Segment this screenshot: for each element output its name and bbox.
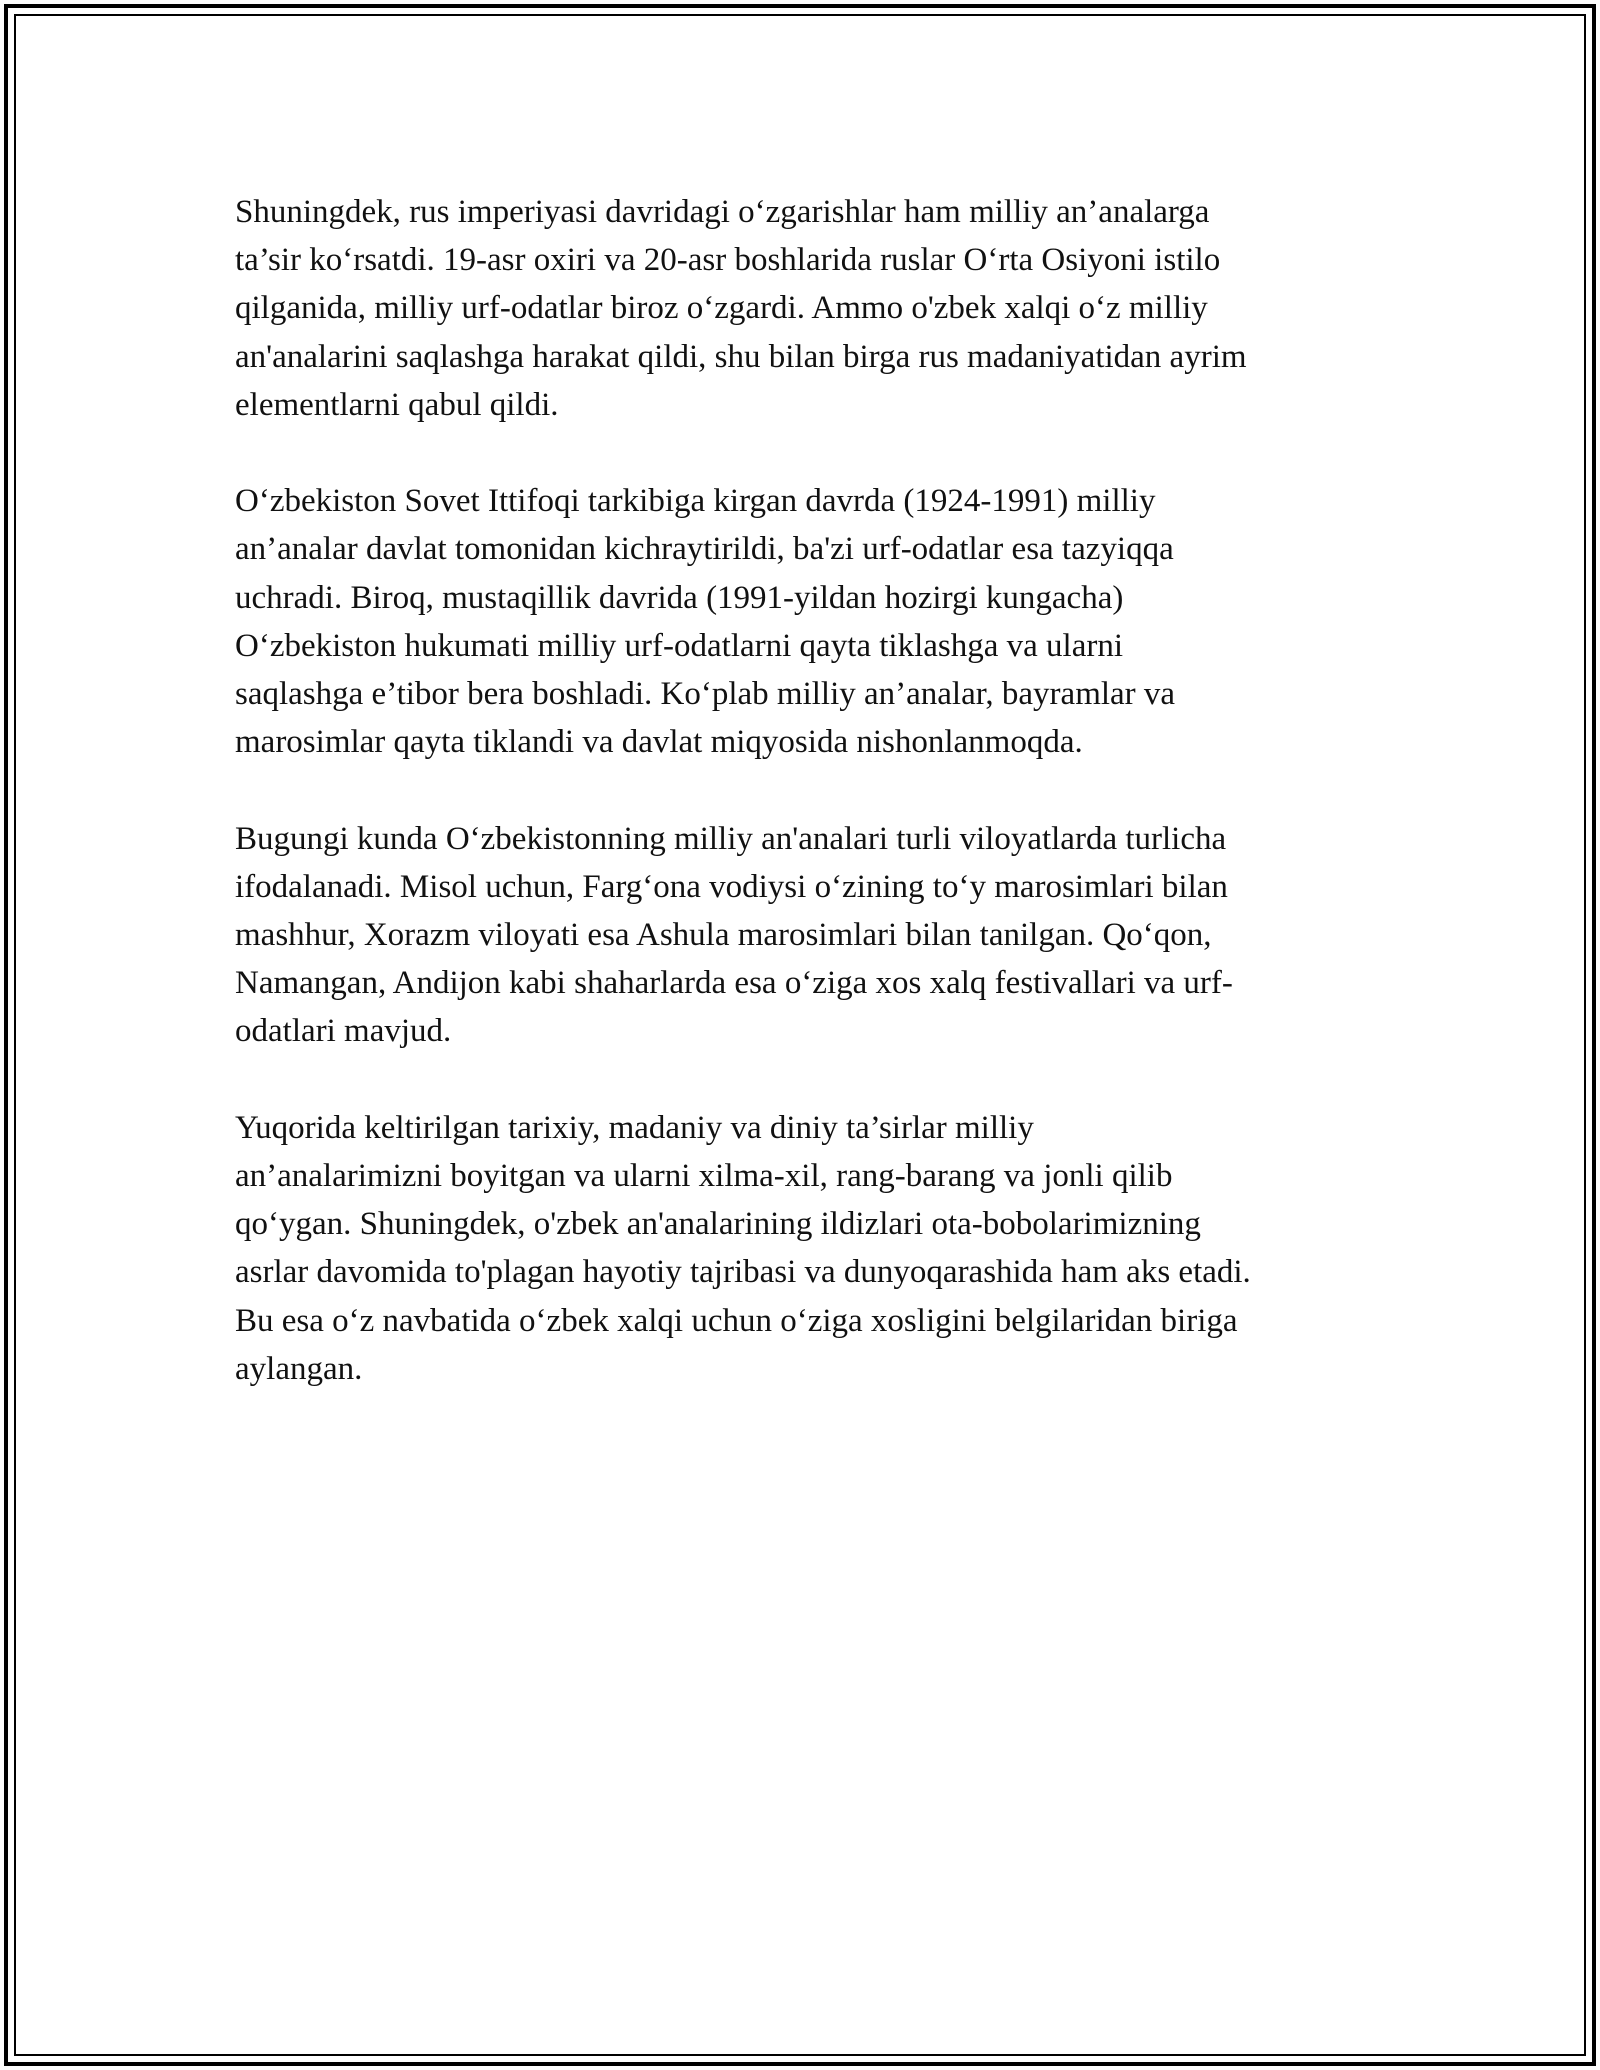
text-line: qo‘ygan. Shuningdek, o'zbek an'analarining ildizlari ota-bobolarimizning [235,1206,1201,1243]
text-line: Bugungi kunda O‘zbekistonning milliy an'analari turli viloyatlarda turlicha [235,820,1227,857]
text-line: O‘zbekiston Sovet Ittifoqi tarkibiga kirgan davrda (1924-1991) milliy [235,483,1156,520]
text-line: Bu esa o‘z navbatida o‘zbek xalqi uchun o‘ziga xosligini belgilaridan biriga [235,1302,1238,1339]
text-line: elementlarni qabul qildi. [235,386,559,423]
text-line: marosimlar qayta tiklandi va davlat miqyosida nishonlanmoqda. [235,724,1083,761]
text-line: an'analarini saqlashga harakat qildi, shu bilan birga rus madaniyatidan ayrim [235,338,1247,375]
text-line: mashhur, Xorazm viloyati esa Ashula marosimlari bilan tanilgan. Qo‘qon, [235,917,1212,954]
paragraph-4 [235,1104,1375,1393]
text-line: ifodalanadi. Misol uchun, Farg‘ona vodiysi o‘zining to‘y marosimlari bilan [235,868,1228,905]
document-body [235,188,1375,1441]
paragraph-2 [235,477,1375,766]
text-line: an’analarimizni boyitgan va ularni xilma-xil, rang-barang va jonli qilib [235,1158,1173,1195]
text-line: an’analar davlat tomonidan kichraytirildi, ba'zi urf-odatlar esa tazyiqqa [235,531,1174,568]
paragraph-3 [235,815,1375,1056]
text-line: uchradi. Biroq, mustaqillik davrida (1991-yildan hozirgi kungacha) [235,579,1124,616]
paragraph-1 [235,188,1375,429]
text-line: Namangan, Andijon kabi shaharlarda esa o‘ziga xos xalq festivallari va urf- [235,965,1233,1002]
text-line: ta’sir ko‘rsatdi. 19-asr oxiri va 20-asr boshlarida ruslar O‘rta Osiyoni istilo [235,242,1221,279]
text-line: odatlari mavjud. [235,1013,452,1050]
text-line: saqlashga e’tibor bera boshladi. Ko‘plab milliy an’analar, bayramlar va [235,676,1176,713]
text-line: Yuqorida keltirilgan tarixiy, madaniy va diniy ta’sirlar milliy [235,1109,1034,1146]
text-line: O‘zbekiston hukumati milliy urf-odatlarni qayta tiklashga va ularni [235,627,1124,664]
text-line: aylangan. [235,1350,363,1387]
text-line: qilganida, milliy urf-odatlar biroz o‘zgardi. Ammo o'zbek xalqi o‘z milliy [235,290,1208,327]
text-line: Shuningdek, rus imperiyasi davridagi o‘zgarishlar ham milliy an’analarga [235,194,1210,230]
text-line: asrlar davomida to'plagan hayotiy tajribasi va dunyoqarashida ham aks etadi. [235,1254,1251,1291]
